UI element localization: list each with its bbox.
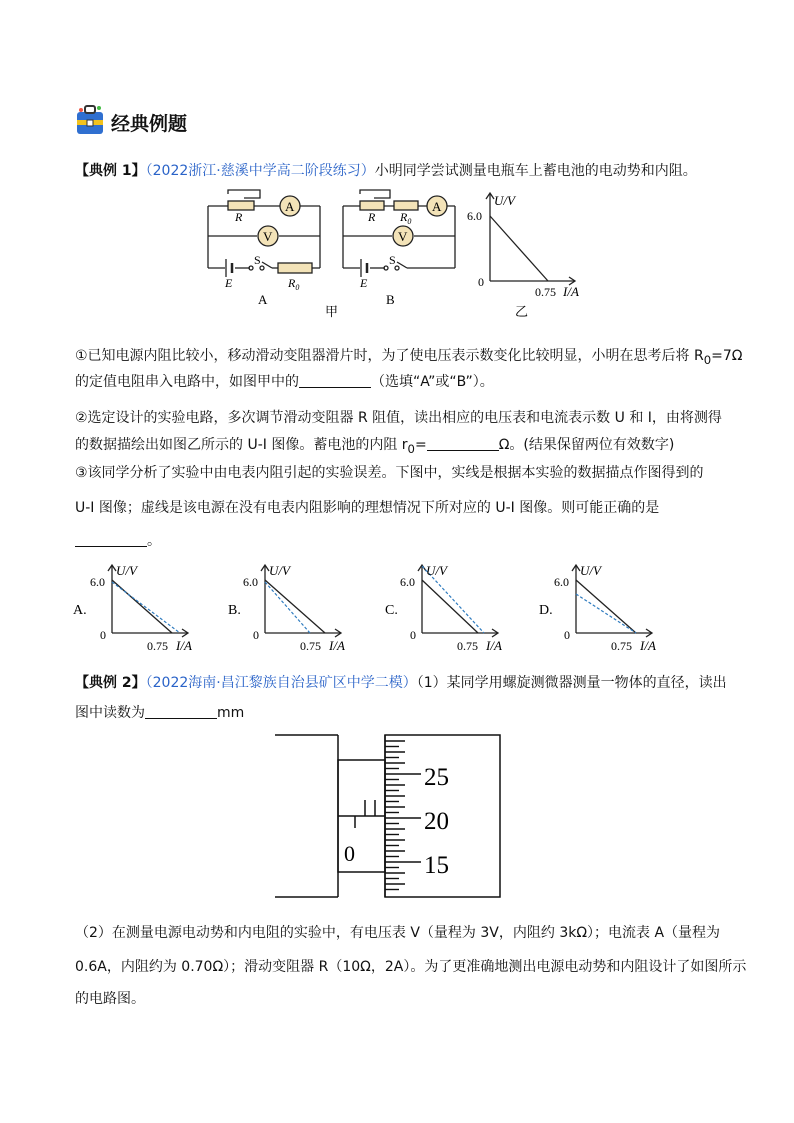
micrometer-main-zero: 0 — [344, 841, 355, 866]
option-b-origin: 0 — [253, 628, 259, 642]
graph-yi-ytick: 6.0 — [467, 209, 482, 223]
example2-q1-answer-blank[interactable] — [145, 704, 217, 719]
option-d-xlabel: I/A — [640, 638, 656, 653]
option-a-origin: 0 — [100, 628, 106, 642]
option-c-graph[interactable] — [385, 563, 502, 653]
example1-intro-line — [75, 160, 697, 180]
example2-q2-a: （2）在测量电源电动势和内电阻的实验中，有电压表 V（量程为 3V，内阻约 3kΩ）；电流表 A（量程为 — [75, 925, 721, 941]
option-c-xlabel: I/A — [486, 638, 502, 653]
circuit-b-R0: $R_0$ — [400, 210, 412, 226]
figure-yi-caption: 乙 — [515, 304, 529, 319]
q1-text-b-start: 的定值电阻串入电路中，如图甲中的 — [75, 374, 299, 390]
option-d-graph[interactable] — [539, 563, 656, 653]
option-b-graph[interactable] — [228, 563, 345, 653]
option-c-label: C. — [385, 603, 398, 618]
options-graphs — [70, 558, 720, 658]
option-a-xtick: 0.75 — [147, 639, 168, 653]
option-a-label: A. — [73, 603, 87, 618]
option-a-ylabel: U/V — [116, 563, 137, 578]
option-c-ylabel: U/V — [426, 563, 447, 578]
q1-line-b — [75, 371, 494, 391]
option-d-xtick: 0.75 — [611, 639, 632, 653]
q1-answer-blank[interactable] — [299, 373, 371, 388]
circuit-a-S: S — [254, 253, 261, 267]
q1-text-a: ①已知电源内阻比较小，移动滑动变阻器滑片时，为了使电压表示数变化比较明显，小明在思考后将 R — [75, 348, 704, 364]
q1-line-a — [75, 345, 743, 367]
example1-source: （2022浙江·慈溪中学高二阶段练习） — [145, 163, 375, 179]
circuit-b-S: S — [389, 253, 396, 267]
option-c-xtick: 0.75 — [457, 639, 478, 653]
circuit-a-R: R — [235, 210, 243, 224]
example2-source: （2022海南·昌江黎族自治县矿区中学二模） — [145, 675, 417, 691]
option-c-ytick: 6.0 — [400, 575, 415, 589]
q3-text-b: U-I 图像；虚线是该电源在没有电表内阻影响的理想情况下所对应的 U-I 图像。则可能正确的是 — [75, 500, 660, 516]
example2-line-a — [75, 672, 727, 692]
option-d-label: D. — [539, 603, 553, 618]
circuit-a-label: A — [258, 292, 268, 307]
option-b-ylabel: U/V — [269, 563, 290, 578]
thimble-ticks — [385, 741, 421, 890]
q2-text-b-mid: = — [414, 437, 427, 453]
example2-q2-b: 0.6A，内阻约为 0.70Ω）；滑动变阻器 R（10Ω，2A）。为了更准确地测出电源电动势和内阻设计了如图所示 — [75, 959, 747, 975]
option-d-origin: 0 — [564, 628, 570, 642]
suitcase-icon — [75, 103, 105, 137]
option-d-ylabel: U/V — [580, 563, 601, 578]
q1-text-b-end: （选填“A”或“B”）。 — [371, 374, 494, 390]
q3-line-c — [75, 530, 161, 550]
micrometer-label-15: 15 — [424, 852, 449, 879]
example2-q2-line-b — [75, 956, 746, 976]
q1-text-a-end: =7Ω — [711, 348, 743, 364]
q2-text-a: ②选定设计的实验电路，多次调节滑动变阻器 R 阻值，读出相应的电压表和电流表示数 U 和 I，由将测得 — [75, 410, 722, 426]
q3-text-a: ③该同学分析了实验中由电表内阻引起的实验误差。下图中，实线是根据本实验的数据描点作图得到的 — [75, 465, 704, 481]
option-b-xlabel: I/A — [329, 638, 345, 653]
q2-answer-blank[interactable] — [427, 436, 499, 451]
option-a-graph[interactable] — [73, 563, 192, 653]
section-title: 经典例题 — [111, 113, 188, 135]
graph-yi-xlabel: I/A — [563, 284, 579, 299]
graph-yi-ylabel: U/V — [494, 193, 515, 208]
micrometer-figure — [270, 728, 510, 910]
option-d-ytick: 6.0 — [554, 575, 569, 589]
example1-tag: 【典例 1】 — [75, 163, 146, 179]
graph-yi-line — [490, 216, 548, 281]
example1-intro: 小明同学尝试测量电瓶车上蓄电池的电动势和内阻。 — [374, 163, 697, 179]
option-b-label: B. — [228, 603, 241, 618]
q2-line-a — [75, 407, 722, 427]
circuit-b-R: R — [368, 210, 376, 224]
example2-q2-line-a — [75, 922, 720, 942]
circuit-b-E: E — [360, 276, 368, 290]
option-c-origin: 0 — [410, 628, 416, 642]
circuit-b-voltmeter: V — [398, 229, 408, 244]
q3-text-c-end: 。 — [147, 533, 161, 549]
graph-yi-origin: 0 — [478, 275, 484, 289]
q2-text-b-end: Ω。(结果保留两位有效数字) — [498, 437, 675, 453]
example2-q1-a: （1）某同学用螺旋测微器测量一物体的直径，读出 — [416, 675, 727, 691]
example2-q1-b-end: mm — [217, 705, 245, 721]
q3-line-a — [75, 462, 704, 482]
q1-text-a-sub: 0 — [703, 352, 712, 367]
q3-line-b — [75, 497, 659, 517]
figure-jia-yi — [200, 188, 600, 323]
option-b-xtick: 0.75 — [300, 639, 321, 653]
circuit-a-E: E — [225, 276, 233, 290]
example2-tag: 【典例 2】 — [75, 675, 146, 691]
figure-jia-caption: 甲 — [325, 304, 339, 319]
circuit-b-ammeter: A — [432, 199, 442, 214]
example2-line-b — [75, 702, 244, 722]
option-a-ytick: 6.0 — [90, 575, 105, 589]
example2-q2-line-c — [75, 988, 145, 1008]
graph-yi-xtick: 0.75 — [535, 285, 556, 299]
circuit-b-label: B — [386, 292, 395, 307]
option-b-ytick: 6.0 — [243, 575, 258, 589]
micrometer-label-25: 25 — [424, 764, 449, 791]
option-a-xlabel: I/A — [176, 638, 192, 653]
example2-q1-b-start: 图中读数为 — [75, 705, 145, 721]
circuit-a-R0: $R_0$ — [288, 276, 300, 292]
q2-text-b-sub: 0 — [407, 441, 415, 456]
q3-answer-blank[interactable] — [75, 532, 147, 547]
section-icon — [75, 103, 105, 137]
example2-q2-c: 的电路图。 — [75, 991, 145, 1007]
circuit-a-ammeter: A — [285, 199, 295, 214]
q2-line-b — [75, 434, 674, 456]
circuit-a-voltmeter: V — [263, 229, 273, 244]
q2-text-b-start: 的数据描绘出如图乙所示的 U-I 图像。蓄电池的内阻 r — [75, 437, 408, 453]
micrometer-label-20: 20 — [424, 808, 449, 835]
